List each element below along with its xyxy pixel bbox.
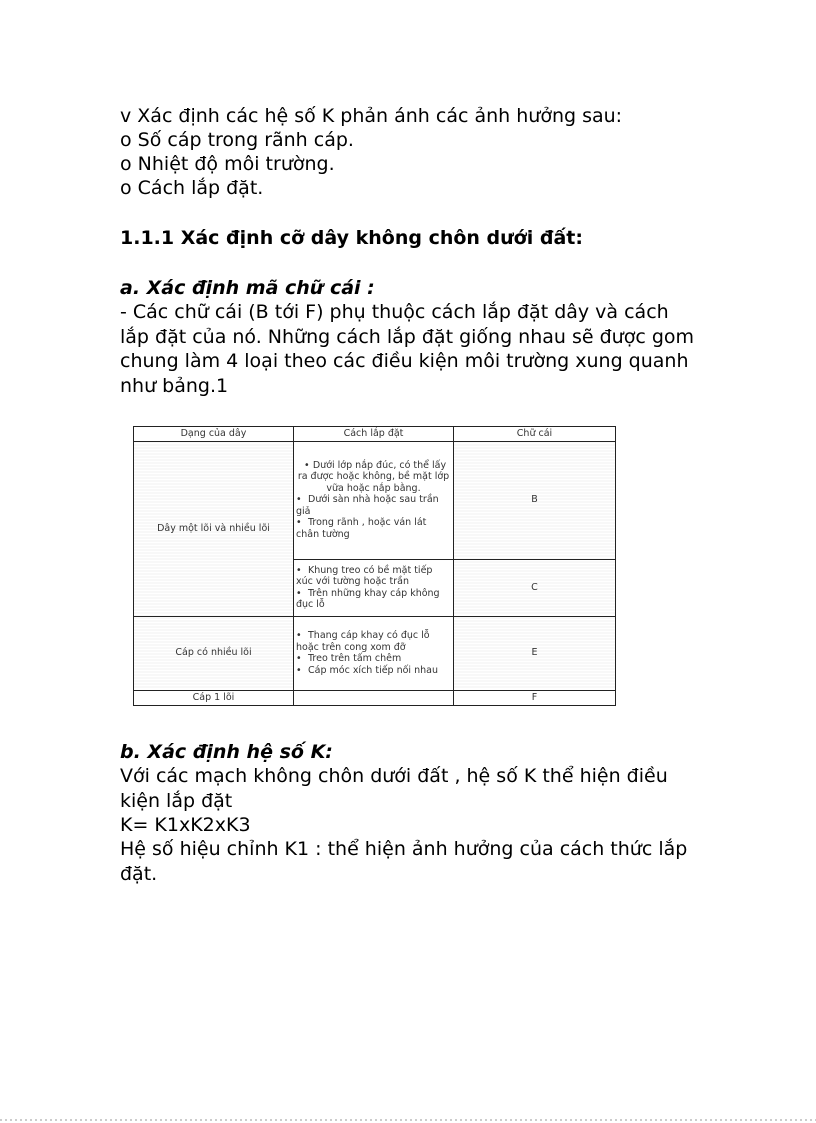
cell-letter-f: F	[454, 690, 616, 705]
col-header-method: Cách lắp đặt	[294, 427, 454, 442]
col-header-letter: Chữ cái	[454, 427, 616, 442]
cell-type-f: Cáp 1 lõi	[134, 690, 294, 705]
bullet-icon: •	[304, 459, 310, 471]
paragraph-b-2: Hệ số hiệu chỉnh K1 : thể hiện ảnh hưởng của cách thức lắp đặt.	[120, 838, 688, 885]
col-header-type: Dạng của dây	[134, 427, 294, 442]
cell-type-e: Cáp có nhiều lõi	[134, 616, 294, 690]
intro-line-4: o Cách lắp đặt.	[120, 177, 264, 199]
page-bottom-border	[0, 1119, 816, 1121]
bullet-icon: •	[296, 494, 302, 506]
cell-letter-b: B	[454, 441, 616, 559]
formula: K= K1xK2xK3	[120, 814, 251, 836]
intro-line-2: o Số cáp trong rãnh cáp.	[120, 129, 354, 151]
cell-letter-c: C	[454, 559, 616, 616]
paragraph-a: - Các chữ cái (B tới F) phụ thuộc cách lắp đặt dây và cách lắp đặt của nó. Những cách lắp đặt giống nhau sẽ được gom chung làm 4 loại theo các điều kiện môi trường xung quanh như bảng.1	[120, 301, 695, 397]
intro-line-1: v Xác định các hệ số K phản ánh các ảnh hưởng sau:	[120, 105, 623, 127]
subheading-a: a. Xác định mã chữ cái :	[120, 277, 375, 299]
bullet-icon: •	[296, 664, 302, 676]
bullet-icon: •	[296, 587, 302, 599]
cell-method-b: • Dưới lớp nắp đúc, có thể lấy ra được hoặc không, bề mặt lớp vữa hoặc nắp bằng. • Dưới sàn nhà hoặc sau trần giả • Trong rãnh , hoặc ván lát chân tường	[294, 441, 454, 559]
cell-method-c: • Khung treo có bề mặt tiếp xúc với tường hoặc trần • Trên những khay cáp không đục lỗ	[294, 559, 454, 616]
bullet-icon: •	[296, 517, 302, 529]
subheading-b: b. Xác định hệ số K:	[120, 741, 333, 763]
intro-line-3: o Nhiệt độ môi trường.	[120, 153, 335, 175]
bullet-icon: •	[296, 630, 302, 641]
cell-method-e: • Thang cáp khay có đục lỗ hoặc trên cong xom đỡ • Treo trên tấm chêm • Cáp móc xích tiếp nối nhau	[294, 616, 454, 690]
cell-method-f	[294, 690, 454, 705]
cell-type-group1: Dây một lõi và nhiều lõi	[134, 441, 294, 616]
bullet-icon: •	[296, 564, 302, 576]
section-heading: 1.1.1 Xác định cỡ dây không chôn dưới đất:	[120, 227, 583, 249]
installation-letter-table	[133, 426, 616, 706]
bullet-icon: •	[296, 653, 302, 664]
paragraph-b-1: Với các mạch không chôn dưới đất , hệ số K thể hiện điều kiện lắp đặt	[120, 765, 668, 812]
document-body	[120, 104, 720, 398]
cell-letter-e: E	[454, 616, 616, 690]
section-b	[120, 740, 720, 886]
